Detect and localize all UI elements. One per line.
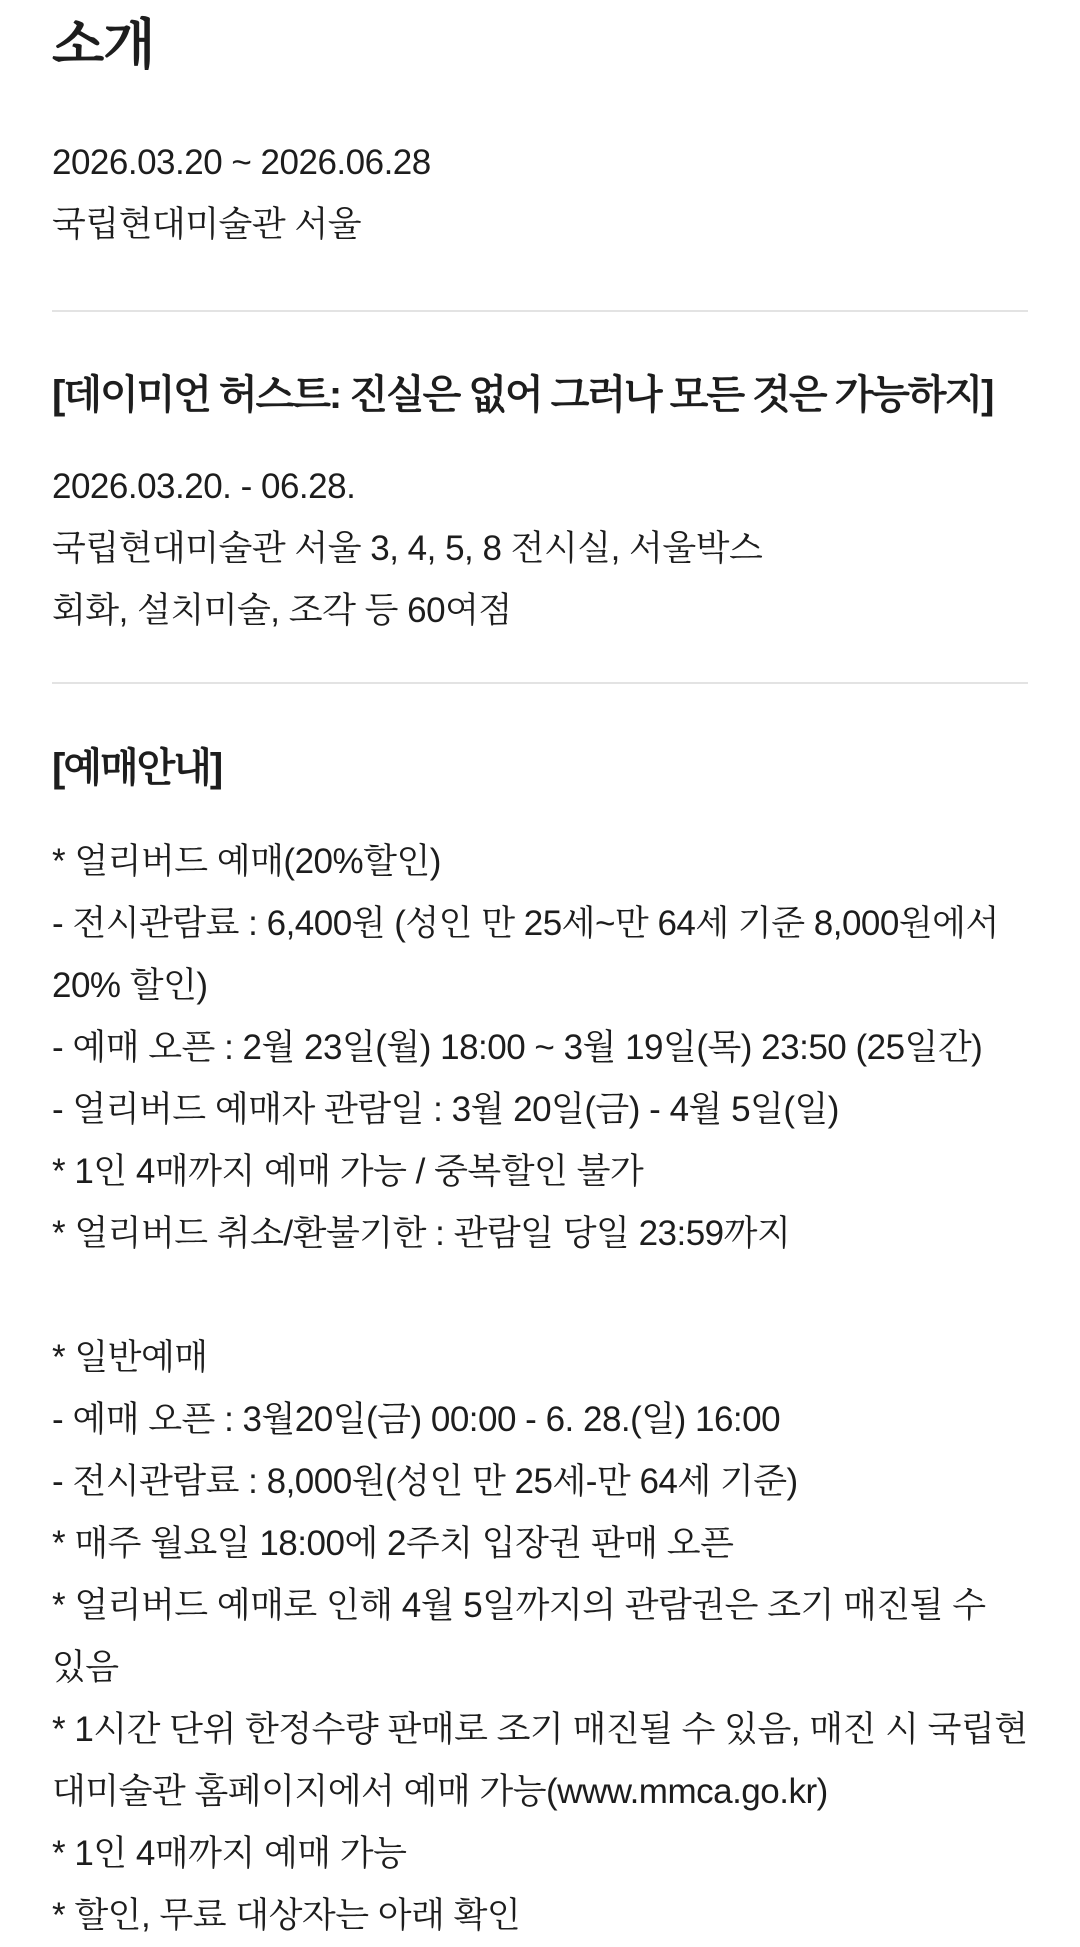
- exhibition-venue: 국립현대미술관 서울: [52, 205, 362, 244]
- exhibition-overview-section: [52, 370, 1028, 642]
- exhibition-intro-page: [0, 14, 1080, 1947]
- exhibition-location-line: 국립현대미술관 서울 3, 4, 5, 8 전시실, 서울박스: [52, 529, 763, 568]
- exhibition-title-heading: [데이미언 허스트: 진실은 없어 그러나 모든 것은 가능하지]: [52, 373, 993, 417]
- booking-info-line: * 얼리버드 취소/환불기한 : 관람일 당일 23:59까지: [52, 1214, 791, 1253]
- exhibition-dates-line: 2026.03.20. - 06.28.: [52, 467, 356, 506]
- exhibition-period: 2026.03.20 ~ 2026.06.28: [52, 143, 431, 182]
- booking-info-line: * 1시간 단위 한정수량 판매로 조기 매진될 수 있음, 매진 시 국립현대미술관 홈페이지에서 예매 가능(www.mmca.go.kr): [52, 1710, 1028, 1811]
- booking-info-line: * 얼리버드 예매(20%할인): [52, 842, 441, 881]
- booking-info-heading: [예매안내]: [52, 746, 222, 790]
- intro-meta: [52, 132, 1028, 256]
- booking-info-line: * 일반예매: [52, 1338, 208, 1377]
- exhibition-detail-lines: [52, 456, 1028, 642]
- booking-info-line: * 매주 월요일 18:00에 2주치 입장권 판매 오픈: [52, 1524, 734, 1563]
- booking-info-line: * 할인, 무료 대상자는 아래 확인: [52, 1896, 521, 1935]
- booking-info-line: - 전시관람료 : 8,000원(성인 만 25세-만 64세 기준): [52, 1462, 798, 1501]
- booking-info-line: * 얼리버드 예매로 인해 4월 5일까지의 관람권은 조기 매진될 수 있음: [52, 1586, 986, 1687]
- exhibition-works-line: 회화, 설치미술, 조각 등 60여점: [52, 591, 512, 630]
- section-divider: [52, 682, 1028, 684]
- booking-info-line: - 예매 오픈 : 2월 23일(월) 18:00 ~ 3월 19일(목) 23:50 (25일간): [52, 1028, 983, 1067]
- booking-info-line: * 1인 4매까지 예매 가능 / 중복할인 불가: [52, 1152, 644, 1191]
- booking-info-line: - 얼리버드 예매자 관람일 : 3월 20일(금) - 4월 5일(일): [52, 1090, 839, 1129]
- general-booking-group: [52, 1327, 1028, 1947]
- page-title: 소개: [52, 15, 155, 75]
- booking-info-line: - 예매 오픈 : 3월20일(금) 00:00 - 6. 28.(일) 16:00: [52, 1400, 781, 1439]
- booking-info-line: * 1인 4매까지 예매 가능: [52, 1834, 407, 1873]
- booking-info-section: [52, 743, 1028, 1947]
- earlybird-booking-group: [52, 831, 1028, 1265]
- booking-info-line: - 전시관람료 : 6,400원 (성인 만 25세~만 64세 기준 8,000원에서 20% 할인): [52, 904, 999, 1005]
- section-divider: [52, 310, 1028, 312]
